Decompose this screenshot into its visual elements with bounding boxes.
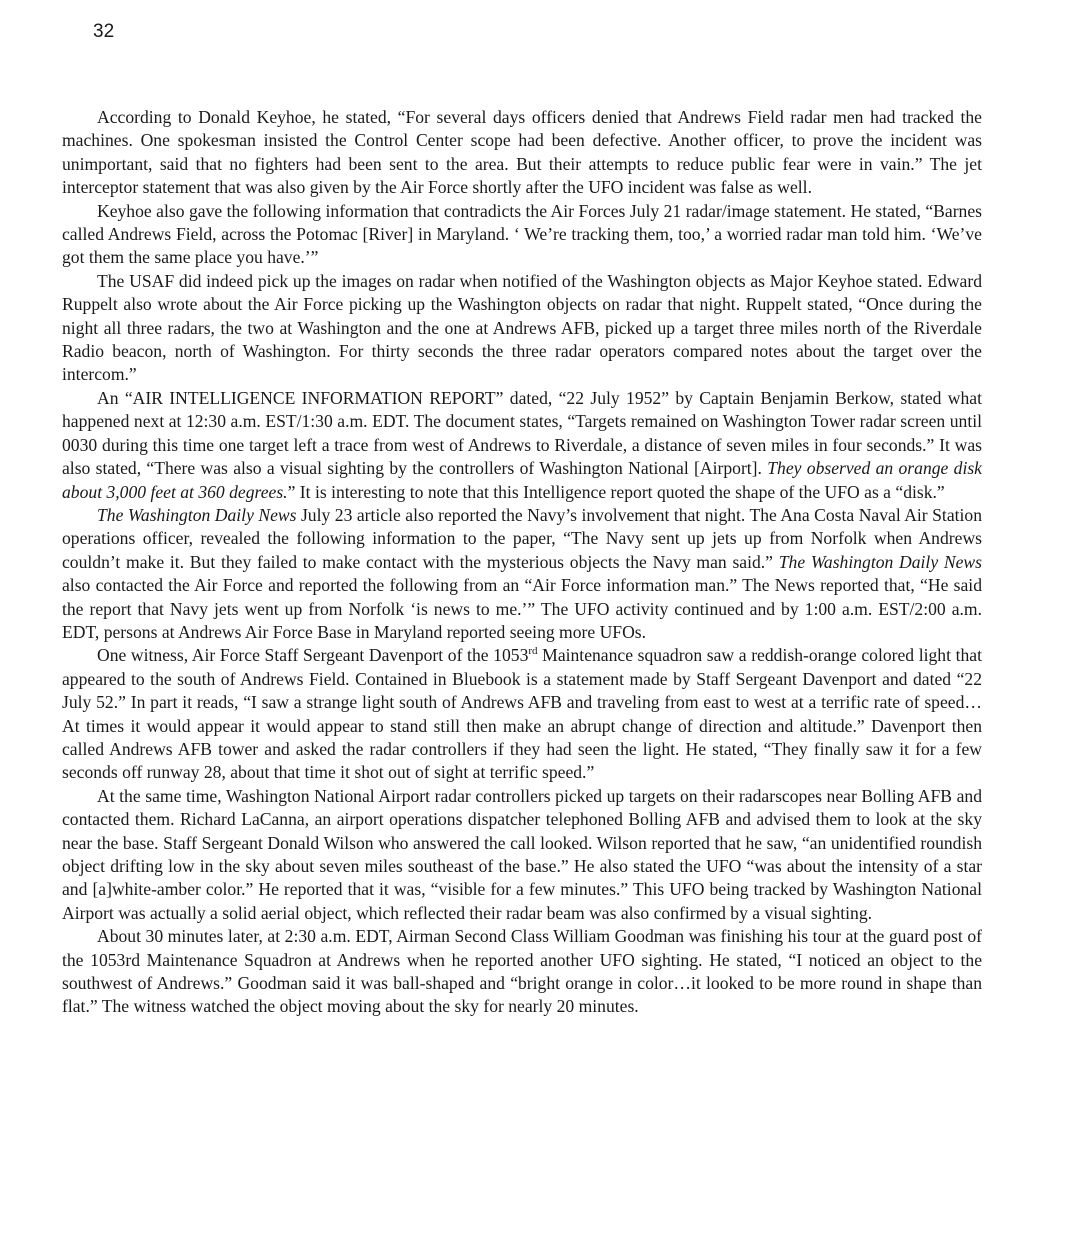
paragraph-4: [62, 387, 982, 504]
paragraph-1: [62, 106, 982, 200]
paragraph-6: [62, 644, 982, 784]
paragraph-2: [62, 200, 982, 270]
text-segment: The USAF did indeed pick up the images on radar when notified of the Washington objects as Major Keyhoe stated. Edward Ruppelt also wrote about the Air Force picking up the Washington objects on radar that night. Ruppelt stated, “Once during the night all three radars, the two at Washington and the one at Andrews AFB, picked up a target three miles north of the Riverdale Radio beacon, north of Washington. For thirty seconds the three radar operators compared notes about the target over the intercom.”: [62, 270, 982, 385]
publication-title: The Washington Daily News: [97, 504, 297, 525]
text-segment: An “AIR INTELLIGENCE INFORMATION REPORT” dated, “22 July 1952” by Captain Benjamin Berkow, stated what happened next at 12:30 a.m. EST/1:30 a.m. EDT. The document states, “Targets remained on Washington Tower radar screen until 0030 during this time one target left a trace from west of Andrews to Riverdale, a distance of seven miles in four seconds.” It was also stated, “There was also a visual sighting by the controllers of Washington National [Airport].: [62, 387, 982, 479]
text-segment: Maintenance squadron saw a reddish-orange colored light that appeared to the south of Andrews Field. Contained in Bluebook is a statement made by Staff Sergeant Davenport and dated “22 July 52.” In part it reads, “I saw a strange light south of Andrews AFB and traveling from east to west at a terrific rate of speed…At times it would appear it would appear to stand still then make an abrupt change of direction and altitude.” Davenport then called Andrews AFB tower and asked the radar controllers if they had seen the light. He stated, “They finally saw it for a few seconds off runway 28, about that time it shot out of sight at terrific speed.”: [62, 645, 982, 783]
text-segment: ” It is interesting to note that this Intelligence report quoted the shape of the UFO as a “disk.”: [287, 481, 945, 502]
publication-title: The Washington Daily News: [778, 551, 982, 572]
ordinal-suffix: rd: [528, 645, 538, 658]
text-segment: At the same time, Washington National Airport radar controllers picked up targets on their radarscopes near Bolling AFB and contacted them. Richard LaCanna, an airport operations dispatcher telephoned Bolling AFB and advised them to look at the sky near the base. Staff Sergeant Donald Wilson who answered the call looked. Wilson reported that he saw, “an unidentified roundish object drifting low in the sky about seven miles southeast of the base.” He also stated the UFO “was about the intensity of a star and [a]white-amber color.” He reported that it was, “visible for a few minutes.” This UFO being tracked by Washington National Airport was actually a solid aerial object, which reflected their radar beam was also confirmed by a visual sighting.: [62, 785, 982, 923]
text-segment: Keyhoe also gave the following information that contradicts the Air Forces July 21 radar/image statement. He stated, “Barnes called Andrews Field, across the Potomac [River] in Maryland. ‘ We’re tracking them, too,’ a worried radar man told him. ‘We’ve got them the same place you have.’”: [62, 200, 982, 268]
body-text: [62, 106, 982, 1019]
page-number: 32: [93, 21, 115, 42]
text-segment: July 23 article also reported the Navy’s involvement that night. The Ana Costa Naval Air Station operations officer, revealed the following information to the paper, “The Navy sent up jets up from Norfolk when Andrews couldn’t make it. But they failed to make contact with the mysterious objects the Navy man said.”: [62, 504, 982, 572]
paragraph-3: [62, 270, 982, 387]
text-segment: According to Donald Keyhoe, he stated, “For several days officers denied that Andrews Field radar men had tracked the machines. One spokesman insisted the Control Center scope had been defective. Another officer, to prove the incident was unimportant, said that no fighters had been sent to the area. But their attempts to reduce public fear were in vain.” The jet interceptor statement that was also given by the Air Force shortly after the UFO incident was false as well.: [62, 107, 982, 198]
text-segment: About 30 minutes later, at 2:30 a.m. EDT, Airman Second Class William Goodman was finishing his tour at the guard post of the 1053rd Maintenance Squadron at Andrews when he reported another UFO sighting. He stated, “I noticed an object to the southwest of Andrews.” Goodman said it was ball-shaped and “bright orange in color…it looked to be more round in shape than flat.” The witness watched the object moving about the sky for nearly 20 minutes.: [62, 926, 982, 1017]
text-segment: One witness, Air Force Staff Sergeant Davenport of the 1053: [97, 645, 529, 666]
italic-quote: They observed an orange disk about 3,000 feet at 360 degrees.: [62, 458, 982, 502]
paragraph-7: [62, 785, 982, 925]
paragraph-5: [62, 504, 982, 644]
text-segment: also contacted the Air Force and reported the following from an “Air Force information man.” The News reported that, “He said the report that Navy jets went up from Norfolk ‘is news to me.’” The UFO activity continued and by 1:00 a.m. EST/2:00 a.m. EDT, persons at Andrews Air Force Base in Maryland reported seeing more UFOs.: [62, 575, 982, 642]
paragraph-8: [62, 925, 982, 1019]
